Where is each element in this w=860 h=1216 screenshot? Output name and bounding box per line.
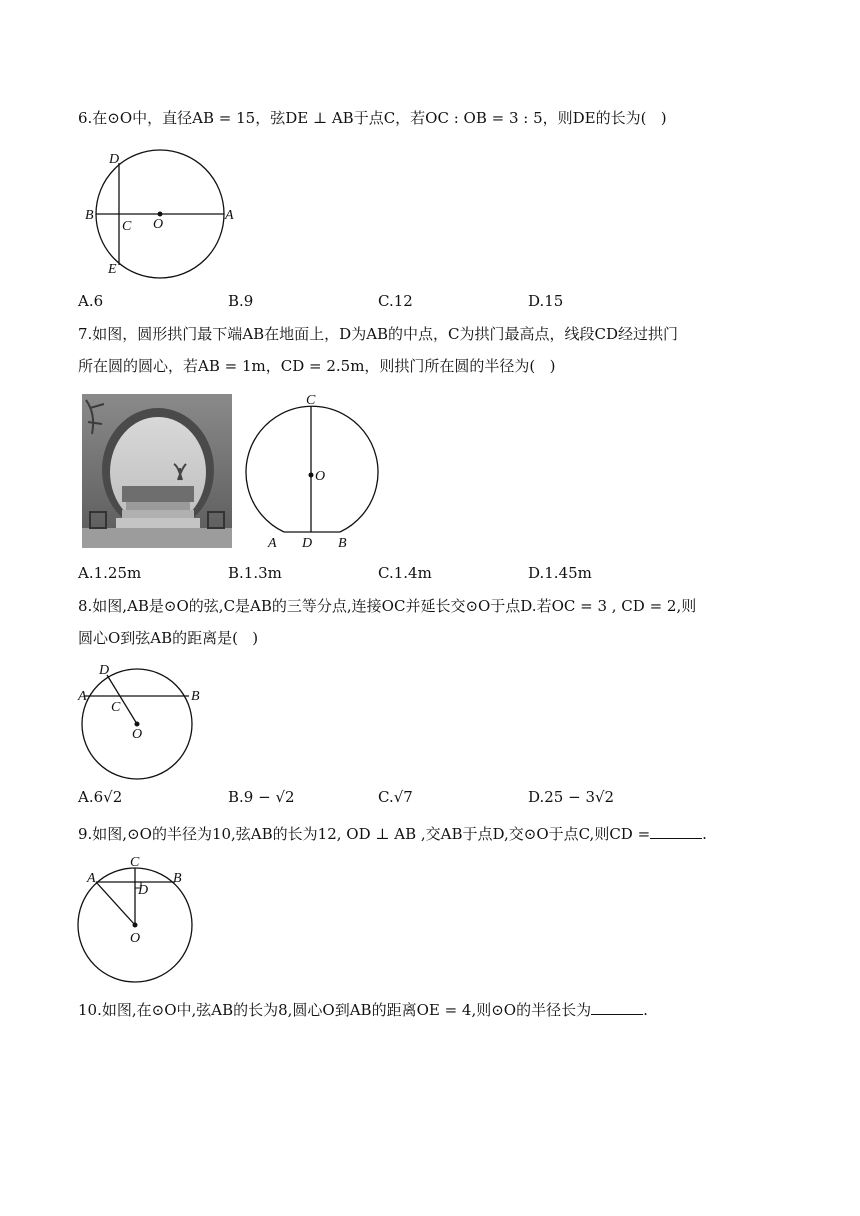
q8-option-d[interactable]: D.25 − 3√2 <box>528 788 615 806</box>
label-d: D <box>302 536 313 551</box>
q8-option-a[interactable]: A.6√2 <box>78 788 123 806</box>
q6-option-b[interactable]: B.9 <box>228 292 254 310</box>
label-a: A <box>225 208 234 223</box>
q8-option-b[interactable]: B.9 − √2 <box>228 788 295 806</box>
label-a: A <box>87 871 96 886</box>
label-a: A <box>78 689 87 704</box>
q7-option-a[interactable]: A.1.25m <box>78 564 142 582</box>
question-9-text <box>78 820 784 848</box>
label-o: O <box>315 469 326 484</box>
label-a: A <box>268 536 277 551</box>
label-c: C <box>122 219 132 234</box>
question-9-end: . <box>702 825 707 843</box>
q6-option-a[interactable]: A.6 <box>78 292 104 310</box>
label-d: D <box>109 152 120 167</box>
label-b: B <box>173 871 182 886</box>
question-10-end: . <box>643 1001 648 1019</box>
question-9-figure <box>76 852 206 992</box>
question-6-figure <box>80 145 250 275</box>
question-6-text: 6.在⊙O中，直径AB = 15，弦DE ⊥ AB于点C，若OC : OB = 3 : 5，则DE的长为( ) <box>78 109 667 127</box>
label-b: B <box>338 536 347 551</box>
label-d: D <box>99 663 110 678</box>
label-c: C <box>111 700 121 715</box>
question-7-figure <box>240 392 390 552</box>
question-8-line1: 8.如图,AB是⊙O的弦,C是AB的三等分点,连接OC并延长交⊙O于点D.若OC = 3 , CD = 2,则 <box>78 597 697 615</box>
question-8-line2: 圆心O到弦AB的距离是( ) <box>78 629 259 647</box>
question-8-figure <box>78 660 218 785</box>
label-b: B <box>191 689 200 704</box>
q7-option-d[interactable]: D.1.45m <box>528 564 592 582</box>
q8-option-c[interactable]: C.√7 <box>378 788 413 806</box>
label-c: C <box>130 855 140 870</box>
label-o: O <box>130 931 141 946</box>
question-10-text <box>78 996 784 1024</box>
label-d: D <box>138 883 149 898</box>
q7-option-c[interactable]: C.1.4m <box>378 564 432 582</box>
label-c: C <box>306 393 316 408</box>
answer-blank-10[interactable] <box>591 1000 643 1015</box>
label-b: B <box>85 208 94 223</box>
label-e: E <box>108 262 117 277</box>
q6-option-d[interactable]: D.15 <box>528 292 564 310</box>
answer-blank-9[interactable] <box>650 824 702 839</box>
question-7-line2: 所在圆的圆心，若AB = 1m，CD = 2.5m，则拱门所在圆的半径为( ) <box>78 357 556 375</box>
label-o: O <box>153 217 164 232</box>
q6-option-c[interactable]: C.12 <box>378 292 413 310</box>
q7-option-b[interactable]: B.1.3m <box>228 564 282 582</box>
moon-gate-photo <box>82 394 232 548</box>
question-9-stem: 9.如图,⊙O的半径为10,弦AB的长为12, OD ⊥ AB ,交AB于点D,交⊙O于点C,则CD = <box>78 825 651 843</box>
question-10-stem: 10.如图,在⊙O中,弦AB的长为8,圆心O到AB的距离OE = 4,则⊙O的半径长为 <box>78 1001 592 1019</box>
label-o: O <box>132 727 143 742</box>
question-7-line1: 7.如图，圆形拱门最下端AB在地面上，D为AB的中点，C为拱门最高点，线段CD经过拱门 <box>78 325 679 343</box>
